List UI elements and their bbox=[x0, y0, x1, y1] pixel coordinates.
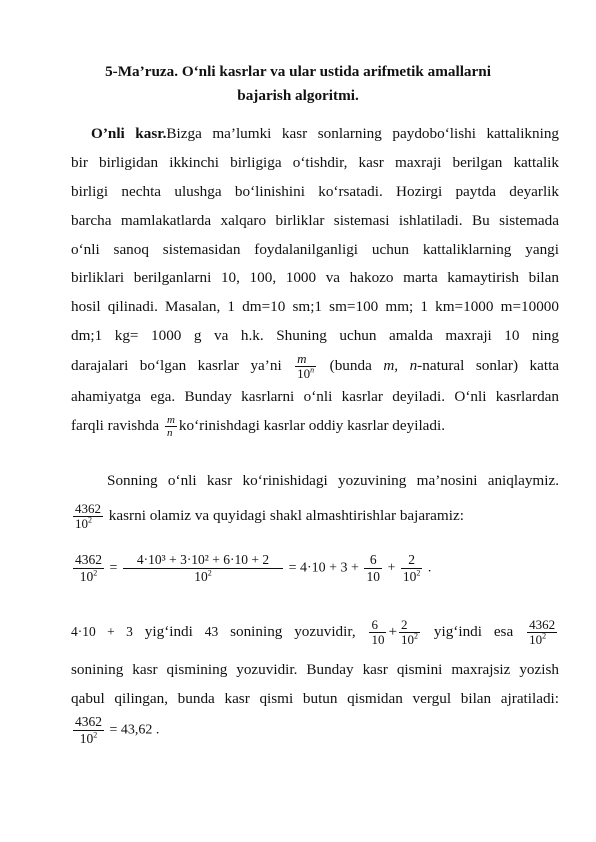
intro-line-5: o‘nli sanoq sistemasidan foydalanilganligi uchun kattaliklarning yangi bbox=[71, 241, 559, 258]
frac-denominator-10n bbox=[295, 367, 316, 381]
intro-line-6: birliklari berilganlarni 10, 100, 1000 va hakozo marta kamaytirish bilan bbox=[71, 269, 559, 286]
fraction-4362-over-10sq-b bbox=[527, 618, 557, 647]
sum-frac-two: 2 bbox=[399, 618, 420, 633]
sum-43-expression: 4·10 + 3 bbox=[71, 624, 133, 639]
intro-line-2: bir birligidan ikkinchi birligiga o‘tishdir, kasr maxraji berilgan kattalik bbox=[71, 154, 559, 171]
lecture-title bbox=[60, 60, 536, 108]
term-onli-kasr: O’nli kasr. bbox=[91, 125, 167, 142]
intro-text-9a: darajalari bo‘lgan kasrlar ya’ni bbox=[71, 357, 282, 374]
result-numerator: 4362 bbox=[75, 714, 102, 729]
period: . bbox=[427, 560, 432, 576]
frac-10-squared: $10^2$ bbox=[75, 515, 92, 532]
eq-rhs: = 4·10 + 3 + bbox=[288, 560, 359, 576]
result-equation bbox=[71, 714, 159, 747]
frac-4362-b: 4362 bbox=[529, 617, 556, 633]
plus-sign-2: + bbox=[388, 623, 398, 640]
result-fraction bbox=[73, 714, 104, 747]
variables-mn: m, n bbox=[383, 357, 418, 374]
fraction-m-over-10n bbox=[295, 352, 316, 381]
plus-sign: + bbox=[387, 560, 396, 576]
sum-frac-six: 6 bbox=[369, 618, 386, 633]
section2-text-2: kasrni olamiz va quyidagi shakl almashtirishlar bajaramiz: bbox=[108, 507, 464, 524]
intro-line-3: birligi nechta ulushga bo‘linishini ko‘rsatadi. Hozirgi paytda deyarlik bbox=[71, 183, 559, 200]
intro-line-8: dm;1 kg= 1000 g va h.k. Shuning uchun amalda maxraji 10 ning bbox=[71, 327, 559, 344]
intro-text-9c: -natural sonlar) katta bbox=[417, 357, 560, 374]
eq-expanded-fraction bbox=[123, 552, 283, 585]
frac-ten: 10 bbox=[366, 569, 380, 584]
title-line-1: 5-Ma’ruza. O‘nli kasrlar va ular ustida arifmetik amallarni bbox=[105, 63, 491, 80]
intro-line-1 bbox=[71, 120, 559, 149]
section2-line-4: sonining kasr qismining yozuvidir. Bunday kasr qismini maxrajsiz yozish bbox=[71, 661, 559, 678]
intro-text-11a: farqli ravishda bbox=[71, 417, 160, 434]
eq-ten-6: 10 bbox=[79, 731, 94, 746]
fraction-4362-over-100 bbox=[73, 502, 103, 531]
eq-lhs-numerator: 4362 bbox=[75, 552, 102, 567]
eq-ten-1: 10 bbox=[79, 569, 94, 584]
frac-ten-squared: $10^2$ bbox=[402, 568, 421, 584]
number-43: 43 bbox=[204, 624, 219, 639]
equals-sign-1: = bbox=[109, 560, 118, 576]
frac-numerator-m: m bbox=[295, 352, 316, 367]
eq-lhs-fraction bbox=[73, 552, 104, 585]
ten-base-2: 10 bbox=[75, 516, 88, 532]
eq-ten-5: 10 bbox=[529, 632, 543, 648]
fraction-2-over-10sq bbox=[399, 618, 420, 647]
intro-line-10: ahamiyatga ega. Bunday kasrlarni o‘nli kasrlar deyiladi. O‘nli kasrlardan bbox=[71, 388, 559, 405]
frac-six: 6 bbox=[364, 552, 382, 569]
section2-line-5: qabul qilingan, bunda kasr qismi butun qismidan vergul bilan ajratiladi: bbox=[71, 690, 559, 707]
section2-text-3c: sonining yozuvidir, bbox=[230, 623, 356, 640]
fraction-2-over-100 bbox=[401, 552, 423, 585]
eq-lhs-denominator: $10^2$ bbox=[79, 568, 98, 584]
ten-base: 10 bbox=[297, 366, 311, 382]
fraction-m-over-n bbox=[165, 414, 177, 439]
sum-frac-ten-sq: $10^2$ bbox=[401, 631, 419, 648]
intro-line-11 bbox=[71, 406, 559, 446]
intro-line-7: hosil qilinadi. Masalan, 1 dm=10 sm;1 sm=100 mm; 1 km=1000 m=10000 bbox=[71, 298, 559, 315]
intro-text-11b: ko‘rinishdagi kasrlar oddiy kasrlar deyiladi. bbox=[178, 417, 446, 434]
result-denominator: $10^2$ bbox=[79, 730, 98, 746]
frac-m: m bbox=[166, 414, 175, 427]
section2-line-3 bbox=[71, 612, 559, 652]
eq-expanded-denominator: $10^2$ bbox=[194, 568, 212, 584]
eq-ten-4: 10 bbox=[401, 632, 415, 648]
eq-ten-3: 10 bbox=[402, 569, 417, 584]
fraction-6-over-10 bbox=[364, 552, 382, 585]
section2-text-3a: yig‘indi bbox=[144, 623, 193, 640]
section2-text-3d: yig‘indi esa bbox=[433, 623, 514, 640]
intro-text-9b: (bunda bbox=[329, 357, 372, 374]
intro-line-4: barcha mamlakatlarda xalqaro birliklar sistemasi ishlatiladi. Bu sistemada bbox=[71, 212, 559, 229]
expansion-equation bbox=[71, 552, 431, 585]
section2-line-1: Sonning o‘nli kasr ko‘rinishidagi yozuvining ma’nosini aniqlaymiz. bbox=[107, 472, 559, 489]
sum-frac-ten: 10 bbox=[371, 632, 385, 648]
eq-expanded-numerator: 4·10³ + 3·10² + 6·10 + 2 bbox=[123, 552, 283, 569]
frac-two: 2 bbox=[401, 552, 423, 569]
intro-text-1: Bizga ma’lumki kasr sonlarning paydobo‘lishi kattalikning bbox=[166, 125, 560, 142]
title-line-2: bajarish algoritmi. bbox=[237, 87, 359, 104]
exponent-n: n bbox=[310, 365, 315, 375]
frac-10sq-b: $10^2$ bbox=[529, 631, 547, 648]
fraction-sum-6-10-2-100 bbox=[369, 618, 386, 647]
result-value: = 43,62 . bbox=[109, 722, 160, 738]
section2-line-2 bbox=[71, 496, 559, 536]
eq-ten-2: 10 bbox=[194, 569, 208, 584]
intro-line-9 bbox=[71, 346, 559, 386]
frac-4362: 4362 bbox=[75, 501, 101, 517]
frac-n: n bbox=[166, 427, 173, 440]
